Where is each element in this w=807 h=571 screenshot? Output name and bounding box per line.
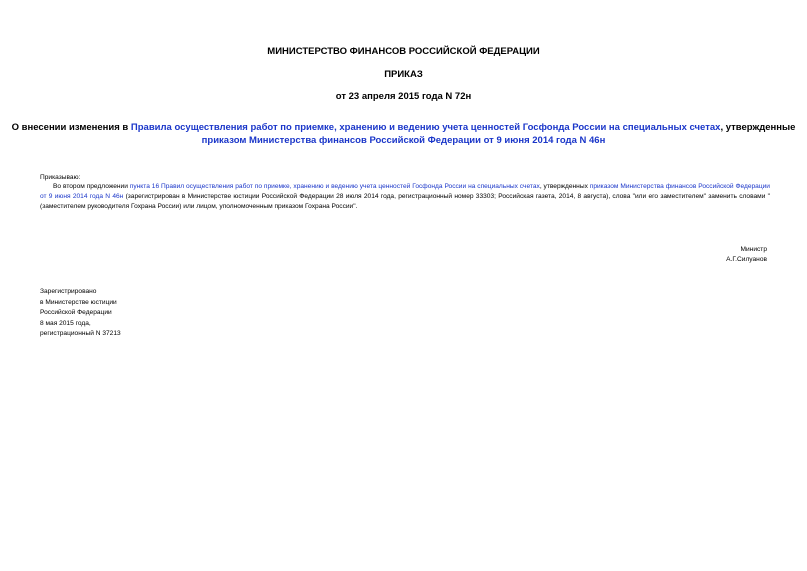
- title-text-part2: , утвержденные: [720, 122, 796, 133]
- registration-line-2: в Министерстве юстиции: [40, 298, 117, 306]
- paragraph-text-2: , утвержденных: [539, 183, 590, 190]
- title-text-part1: О внесении изменения в: [11, 122, 131, 133]
- paragraph-link-order[interactable]: приказом Министерства финансов Российской Федерации от 9 июня 2014 года N 46н: [40, 183, 770, 200]
- registration-line-3: Российской Федерации: [40, 309, 112, 316]
- signature-block: [726, 245, 767, 265]
- registration-line-1: Зарегистрировано: [40, 288, 97, 295]
- title-link-rules[interactable]: Правила осуществления работ по приемке, хранению и ведению учета ценностей Госфонда России на специальных счетах: [130, 122, 721, 133]
- registration-line-5: регистрационный N 37213: [40, 330, 121, 337]
- signature-position: Министр: [740, 246, 767, 253]
- paragraph-text-3: (зарегистрирован в Министерстве юстиции Российской Федерации 28 июля 2014 года, регистрационный номер 33303; Российская газета, 2014, 8 августа), слова "или его заместителем" заменить словами "(заместителем руководителя Гохрана России) или лицом, уполномоченным приказом Гохрана России".: [40, 193, 770, 210]
- ministry-heading: МИНИСТЕРСТВО ФИНАНСОВ РОССИЙСКОЙ ФЕДЕРАЦИИ: [267, 46, 540, 57]
- paragraph-text-1: Во втором предложении: [53, 183, 130, 190]
- title-link-order[interactable]: приказом Министерства финансов Российской Федерации от 9 июня 2014 года N 46н: [201, 135, 606, 146]
- paragraph-link-clause16[interactable]: пункта 16 Правил осуществления работ по приемке, хранению и ведению учета ценностей Госфонда России на специальных счетах: [129, 183, 540, 190]
- doc-type-heading: ПРИКАЗ: [384, 69, 423, 80]
- order-paragraph: [40, 182, 770, 212]
- order-label: Приказываю:: [40, 174, 81, 181]
- document-title: [0, 121, 807, 147]
- registration-block: [40, 287, 121, 340]
- date-number-heading: от 23 апреля 2015 года N 72н: [335, 91, 472, 102]
- signature-name: А.Г.Силуанов: [726, 256, 767, 263]
- registration-line-4: 8 мая 2015 года,: [40, 319, 91, 327]
